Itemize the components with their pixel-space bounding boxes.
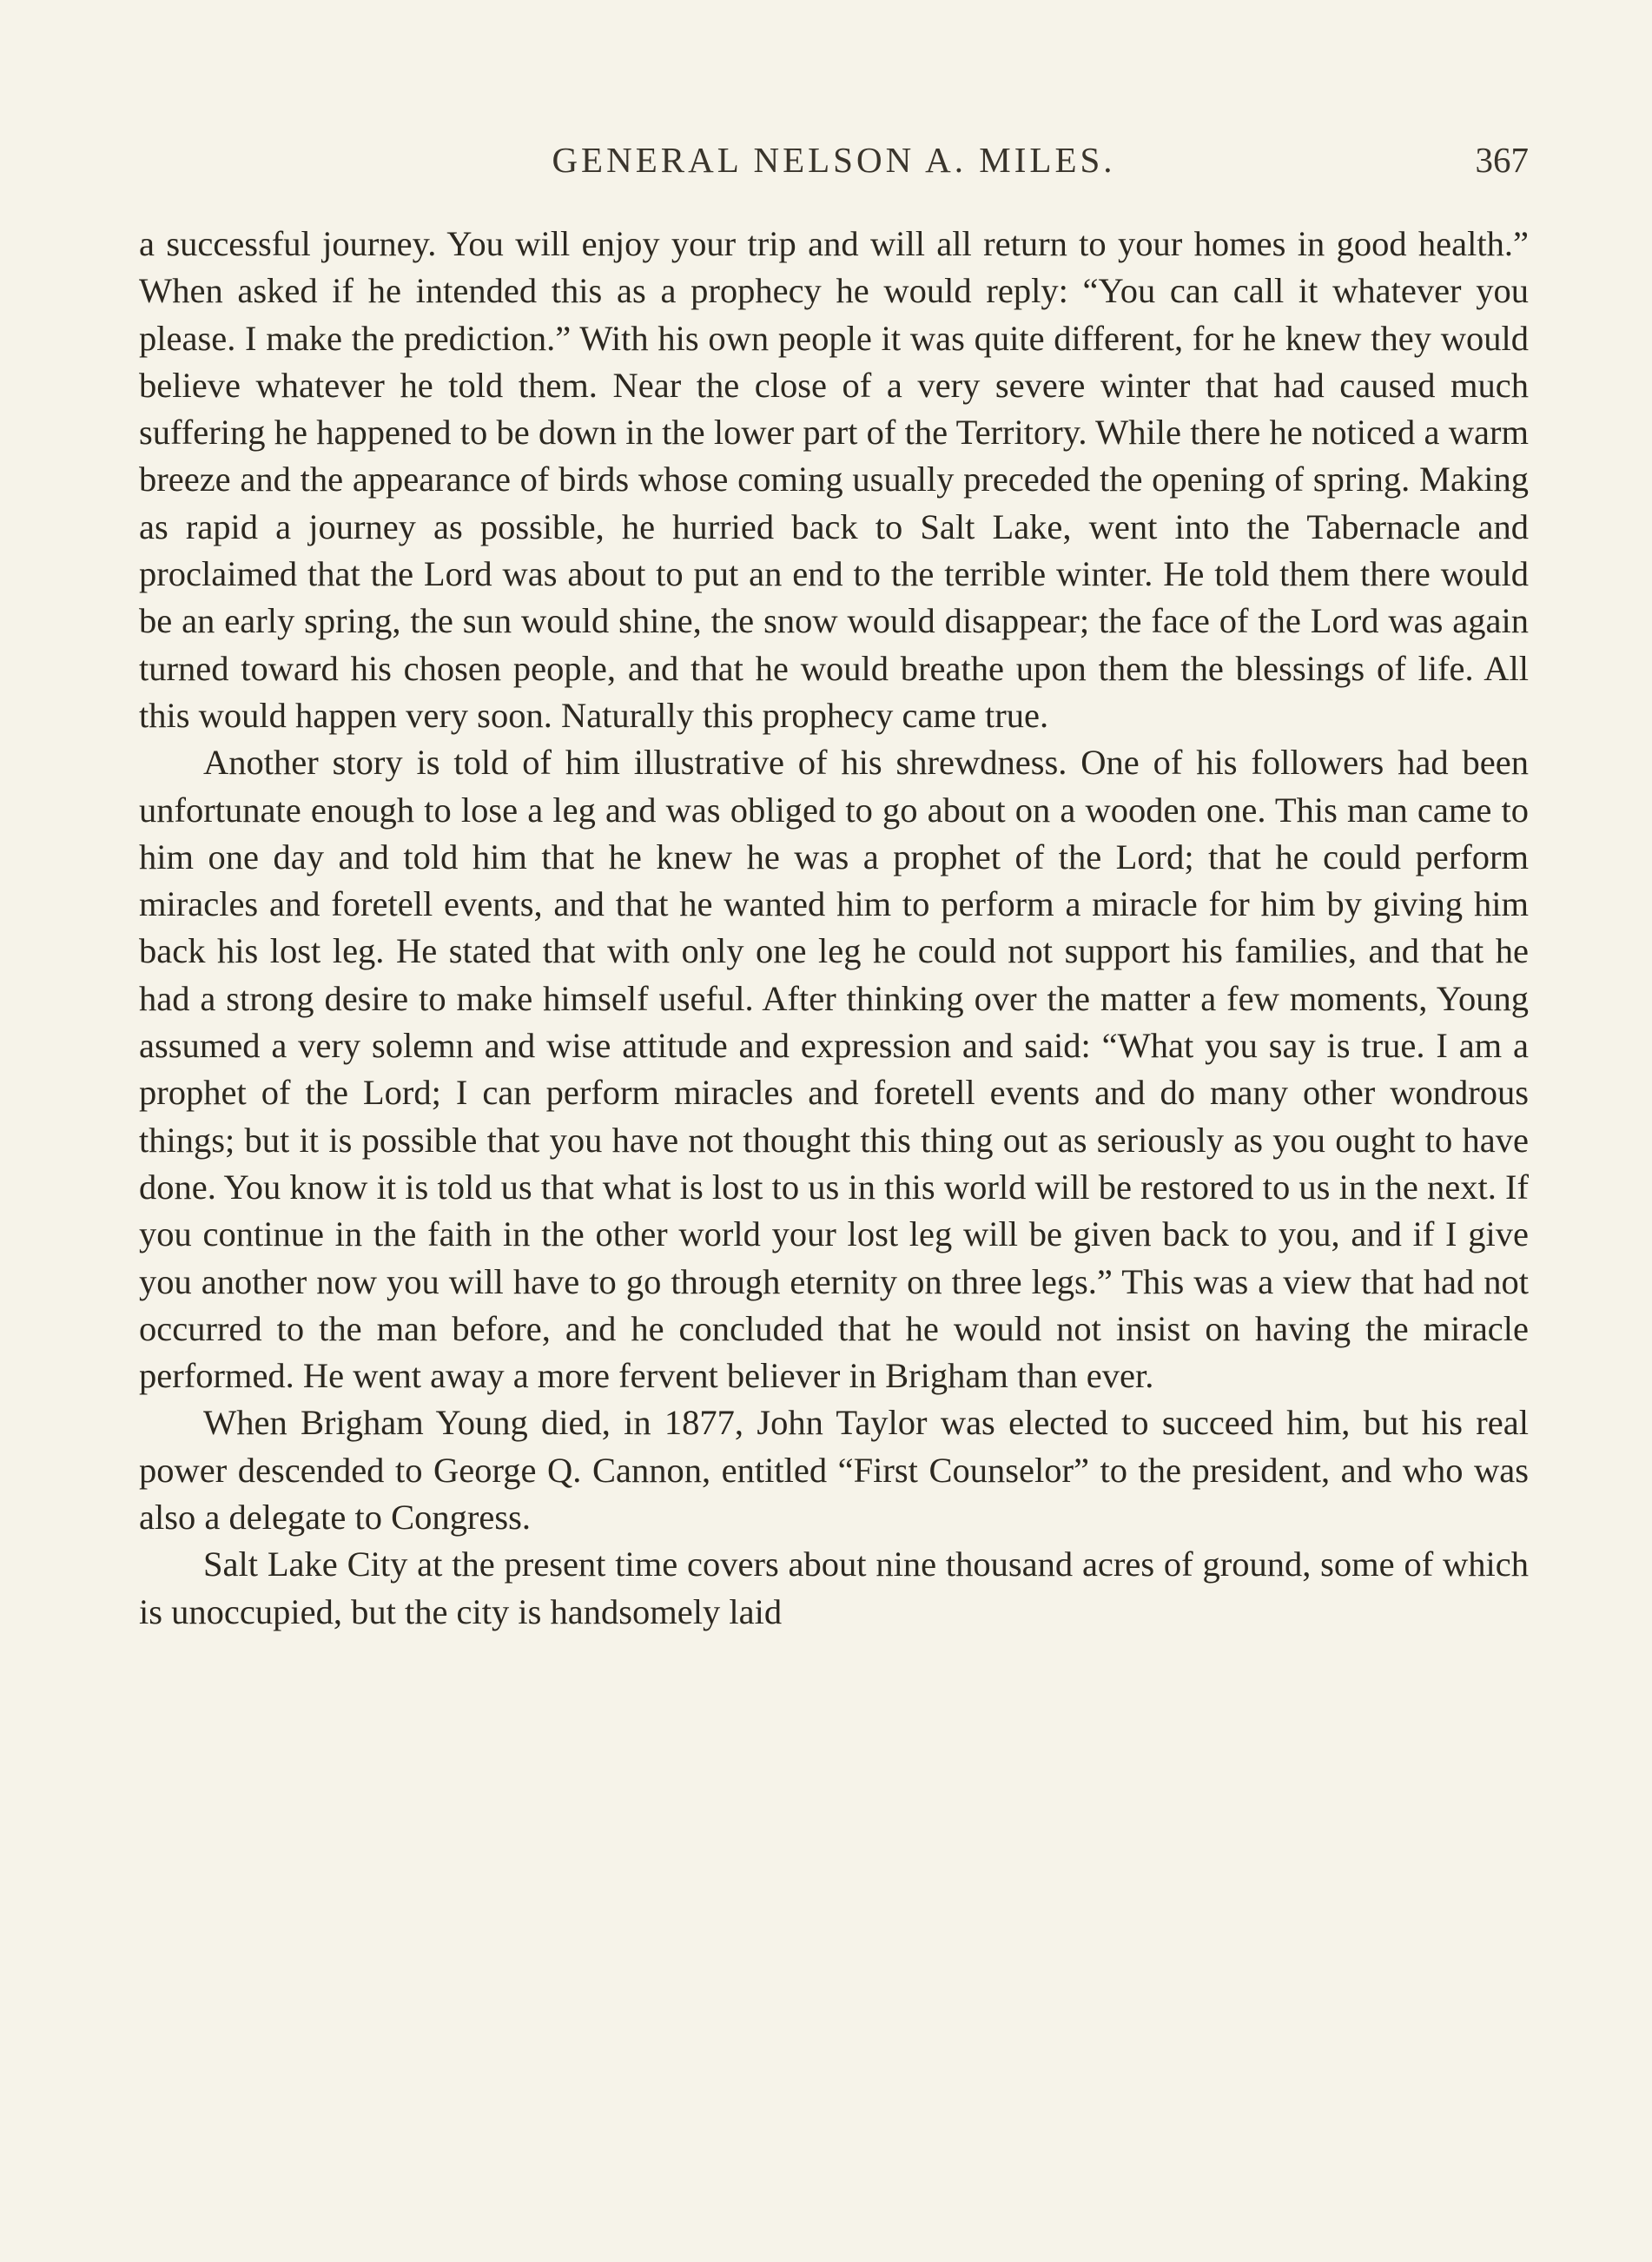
page-number: 367	[1475, 140, 1529, 180]
paragraph-salt-lake-city: Salt Lake City at the present time covers about nine thousand acres of ground, some of which is unoccupied, but the city is handsomely laid	[139, 1544, 1529, 1631]
paragraph-continued: a successful journey. You will enjoy your trip and will all return to your homes in good health.” When asked if he intended this as a prophecy he would reply: “You can call it whatever you please. I make the prediction.” With his own people it was quite different, for he knew they would believe whatever he told them. Near the close of a very severe winter that had caused much suffering he happened to be down in the lower part of the Territory. While there he noticed a warm breeze and the appearance of birds whose coming usually preceded the opening of spring. Making as rapid a journey as possible, he hurried back to Salt Lake, went into the Tabernacle and proclaimed that the Lord was about to put an end to the terrible winter. He told them there would be an early spring, the sun would shine, the snow would disappear; the face of the Lord was again turned toward his chosen people, and that he would breathe upon them the blessings of life. All this would happen very soon. Naturally this prophecy came true.	[139, 224, 1529, 735]
body-text	[139, 221, 1529, 1636]
paragraph-succession: When Brigham Young died, in 1877, John Taylor was elected to succeed him, but his real power descended to George Q. Cannon, entitled “First Counselor” to the president, and who was also a delegate to Congress.	[139, 1403, 1529, 1538]
running-title: GENERAL NELSON A. MILES.	[552, 140, 1116, 180]
paragraph-shrewdness-story: Another story is told of him illustrative of his shrewdness. One of his followers had been unfortunate enough to lose a leg and was obliged to go about on a wooden one. This man came to him one day and told him that he knew he was a prophet of the Lord; that he could perform miracles and foretell events, and that he wanted him to perform a miracle for him by giving him back his lost leg. He stated that with only one leg he could not support his families, and that he had a strong desire to make himself useful. After thinking over the matter a few moments, Young assumed a very solemn and wise attitude and expression and said: “What you say is true. I am a prophet of the Lord; I can perform miracles and foretell events and do many other wondrous things; but it is possible that you have not thought this thing out as seriously as you ought to have done. You know it is told us that what is lost to us in this world will be restored to us in the next. If you continue in the faith in the other world your lost leg will be given back to you, and if I give you another now you will have to go through eternity on three legs.” This was a view that had not occurred to the man before, and he concluded that he would not insist on having the miracle performed. He went away a more fervent believer in Brigham than ever.	[139, 743, 1529, 1396]
running-head	[139, 139, 1529, 191]
